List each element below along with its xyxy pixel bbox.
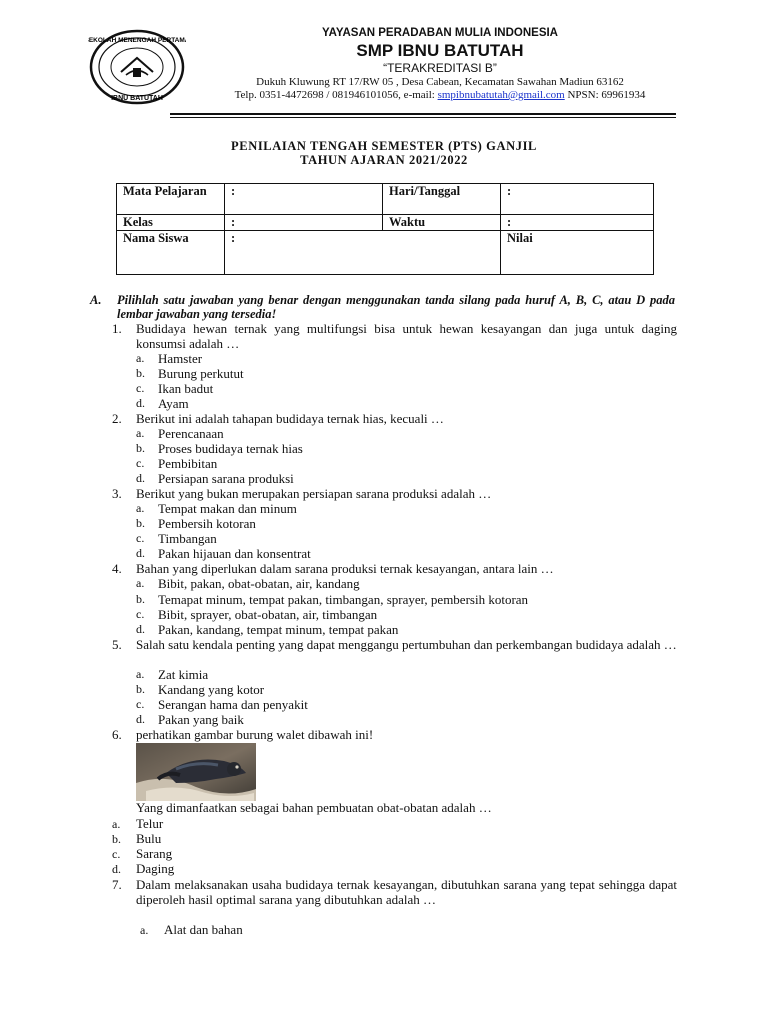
option-text[interactable]: Timbangan xyxy=(158,531,217,546)
option-letter: c. xyxy=(136,456,145,470)
option-letter: b. xyxy=(136,366,145,380)
instruction-text: Pilihlah satu jawaban yang benar dengan menggunakan tanda silang pada huruf A, B, C, atau D pada lembar jawaban yang tersedia! xyxy=(117,293,675,321)
section-label: A. xyxy=(90,293,102,307)
question-subtext: Yang dimanfaatkan sebagai bahan pembuatan obat-obatan adalah … xyxy=(136,800,492,815)
foundation-name: YAYASAN PERADABAN MULIA INDONESIA xyxy=(321,27,558,39)
option-text[interactable]: Proses budidaya ternak hias xyxy=(158,441,303,456)
option-letter: b. xyxy=(136,682,145,696)
option-letter: d. xyxy=(112,862,121,876)
option-text[interactable]: Temapat minum, tempat pakan, timbangan, sprayer, pembersih kotoran xyxy=(158,592,529,607)
question-text: Berikut yang bukan merupakan persiapan sarana produksi adalah … xyxy=(136,486,492,501)
option-letter: d. xyxy=(136,622,145,636)
school-name: SMP IBNU BATUTAH xyxy=(356,41,524,60)
option-text[interactable]: Pembibitan xyxy=(158,456,218,471)
school-logo xyxy=(88,28,186,106)
header-rule xyxy=(170,113,676,115)
option-text[interactable]: Perencanaan xyxy=(158,426,224,441)
option-letter: a. xyxy=(136,667,145,681)
question-text: Budidaya hewan ternak yang multifungsi bisa untuk hewan kesayangan dan juga untuk daging konsumsi adalah … xyxy=(136,321,677,351)
school-contact xyxy=(180,89,700,101)
option-text[interactable]: Burung perkutut xyxy=(158,366,244,381)
option-letter: d. xyxy=(136,546,145,560)
question-number: 4. xyxy=(112,561,122,576)
question-text: perhatikan gambar burung walet dibawah ini! xyxy=(136,727,374,742)
question-text: Salah satu kendala penting yang dapat menggangu pertumbuhan dan perkembangan budidaya adalah … xyxy=(136,637,677,652)
svg-text:SEKOLAH MENENGAH PERTAMA: SEKOLAH MENENGAH PERTAMA xyxy=(88,37,186,44)
option-letter: b. xyxy=(136,592,145,606)
option-text[interactable]: Persiapan sarana produksi xyxy=(158,471,294,486)
student-name-value[interactable]: : xyxy=(225,231,501,275)
option-letter: a. xyxy=(136,501,145,515)
option-text[interactable]: Ikan badut xyxy=(158,381,214,396)
question-number: 3. xyxy=(112,486,122,501)
subject-label: Mata Pelajaran xyxy=(117,184,225,215)
time-value[interactable]: : xyxy=(501,215,654,231)
day-date-value[interactable]: : xyxy=(501,184,654,215)
email-link[interactable]: smpibnubatutah@gmail.com xyxy=(437,89,565,101)
question-text: Dalam melaksanakan usaha budidaya ternak kesayangan, dibutuhkan sarana yang tepat sehingga dapat diperoleh hasil optimal sarana yang dibutuhkan adalah … xyxy=(136,877,677,907)
option-letter: c. xyxy=(136,697,145,711)
question-number: 6. xyxy=(112,727,122,742)
option-letter: a. xyxy=(140,923,149,937)
question-number: 5. xyxy=(112,637,122,652)
school-address: Dukuh Kluwung RT 17/RW 05 , Desa Cabean, Kecamatan Sawahan Madiun 63162 xyxy=(256,76,624,88)
option-text[interactable]: Pakan yang baik xyxy=(158,712,244,727)
option-letter: d. xyxy=(136,471,145,485)
option-letter: d. xyxy=(136,396,145,410)
accreditation: “TERAKREDITASI B” xyxy=(383,61,497,75)
option-letter: d. xyxy=(136,712,145,726)
question-text: Bahan yang diperlukan dalam sarana produksi ternak kesayangan, antara lain … xyxy=(136,561,554,576)
contact-phone: Telp. 0351-4472698 / 081946101056, e-mail: xyxy=(234,89,438,101)
student-name-label: Nama Siswa xyxy=(117,231,225,275)
option-text[interactable]: Tempat makan dan minum xyxy=(158,501,297,516)
option-text[interactable]: Pakan hijauan dan konsentrat xyxy=(158,546,311,561)
option-letter: b. xyxy=(136,516,145,530)
option-text[interactable]: Kandang yang kotor xyxy=(158,682,265,697)
question-text: Berikut ini adalah tahapan budidaya ternak hias, kecuali … xyxy=(136,411,444,426)
question-number: 1. xyxy=(112,321,122,336)
option-text[interactable]: Ayam xyxy=(158,396,189,411)
option-text[interactable]: Sarang xyxy=(136,846,173,861)
option-text[interactable]: Serangan hama dan penyakit xyxy=(158,697,308,712)
option-text[interactable]: Bulu xyxy=(136,831,162,846)
option-text[interactable]: Pembersih kotoran xyxy=(158,516,256,531)
npsn: NPSN: 69961934 xyxy=(564,89,646,101)
class-value[interactable]: : xyxy=(225,215,383,231)
class-label: Kelas xyxy=(117,215,225,231)
option-text[interactable]: Telur xyxy=(136,816,164,831)
option-letter: c. xyxy=(136,381,145,395)
option-letter: c. xyxy=(112,847,121,861)
option-letter: b. xyxy=(112,832,121,846)
option-text[interactable]: Bibit, sprayer, obat-obatan, air, timbangan xyxy=(158,607,378,622)
option-letter: a. xyxy=(136,351,145,365)
swiftlet-bird-photo xyxy=(136,743,256,801)
option-text[interactable]: Bibit, pakan, obat-obatan, air, kandang xyxy=(158,576,360,591)
option-letter: a. xyxy=(136,576,145,590)
exam-title: PENILAIAN TENGAH SEMESTER (PTS) GANJIL xyxy=(231,139,537,153)
header-rule-thin xyxy=(170,117,676,118)
option-letter: b. xyxy=(136,441,145,455)
option-text[interactable]: Alat dan bahan xyxy=(164,922,243,937)
day-date-label: Hari/Tanggal xyxy=(383,184,501,215)
svg-text:IBNU BATUTAH: IBNU BATUTAH xyxy=(111,95,163,102)
exam-year: TAHUN AJARAN 2021/2022 xyxy=(300,153,468,167)
time-label: Waktu xyxy=(383,215,501,231)
question-number: 7. xyxy=(112,877,122,892)
score-label: Nilai xyxy=(501,231,654,275)
option-text[interactable]: Hamster xyxy=(158,351,203,366)
option-letter: a. xyxy=(136,426,145,440)
option-letter: c. xyxy=(136,607,145,621)
option-letter: c. xyxy=(136,531,145,545)
student-info-table xyxy=(116,183,654,275)
option-text[interactable]: Pakan, kandang, tempat minum, tempat pakan xyxy=(158,622,399,637)
subject-value[interactable]: : xyxy=(225,184,383,215)
option-text[interactable]: Zat kimia xyxy=(158,667,209,682)
question-number: 2. xyxy=(112,411,122,426)
option-letter: a. xyxy=(112,817,121,831)
option-text[interactable]: Daging xyxy=(136,861,175,876)
